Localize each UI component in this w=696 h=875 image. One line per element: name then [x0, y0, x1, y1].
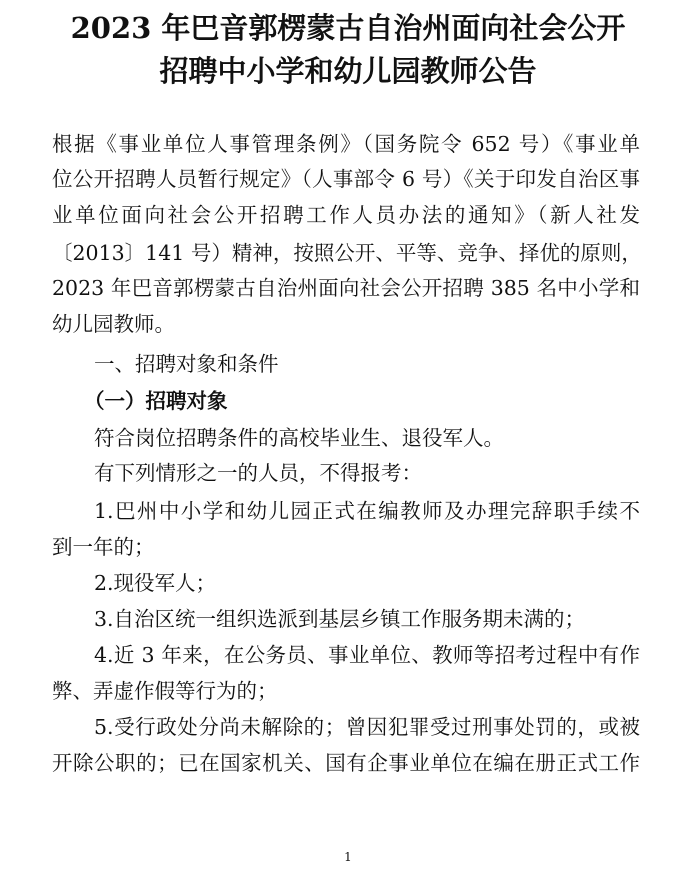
- list-item: 4.近 3 年来，在公务员、事业单位、教师等招考过程中有作: [94, 643, 640, 667]
- list-item: 2.现役军人；: [94, 571, 217, 595]
- intro-line: 2023 年巴音郭楞蒙古自治州面向社会公开招聘 385 名中小学和: [52, 276, 640, 300]
- list-item: 1.巴州中小学和幼儿园正式在编教师及办理完辞职手续不: [94, 499, 640, 523]
- list-item: 5.受行政处分尚未解除的；曾因犯罪受过刑事处罚的，或被: [94, 715, 640, 739]
- intro-line: 位公开招聘人员暂行规定》（人事部令 6 号）《关于印发自治区事: [52, 167, 640, 191]
- page-number: 1: [344, 850, 352, 864]
- subsection-heading: （一）招聘对象: [84, 389, 228, 413]
- intro-line: 根据《事业单位人事管理条例》（国务院令 652 号）《事业单: [52, 132, 640, 156]
- intro-line: 〔2013〕141 号）精神，按照公开、平等、竞争、择优的原则，: [52, 241, 642, 265]
- list-item-continuation: 开除公职的；已在国家机关、国有企事业单位在编在册正式工作: [52, 751, 640, 775]
- list-item: 3.自治区统一组织选派到基层乡镇工作服务期未满的；: [94, 607, 586, 631]
- intro-line: 幼儿园教师。: [52, 312, 175, 336]
- eligibility-text: 符合岗位招聘条件的高校毕业生、退役军人。: [94, 426, 504, 450]
- section-heading: 一、招聘对象和条件: [94, 352, 279, 376]
- list-item-continuation: 到一年的；: [52, 535, 155, 559]
- intro-line: 业单位面向社会公开招聘工作人员办法的通知》（新人社发: [52, 203, 640, 227]
- exclusion-intro: 有下列情形之一的人员，不得报考：: [94, 461, 422, 485]
- document-title-line1: 2023 年巴音郭楞蒙古自治州面向社会公开: [70, 11, 626, 45]
- list-item-continuation: 弊、弄虚作假等行为的；: [52, 679, 278, 703]
- document-title-line2: 招聘中小学和幼儿园教师公告: [159, 54, 537, 88]
